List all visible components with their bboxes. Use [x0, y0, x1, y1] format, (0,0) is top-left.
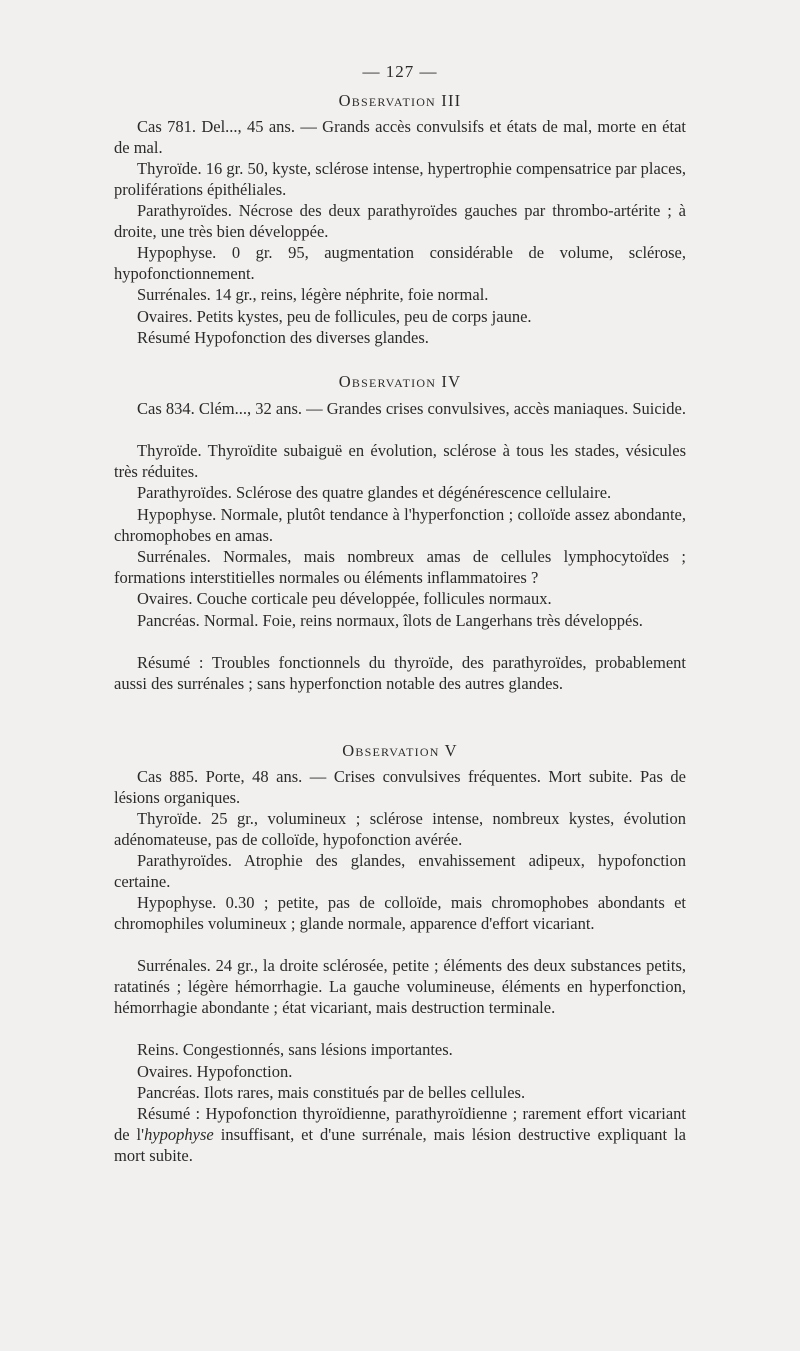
paragraph: Hypophyse. 0.30 ; petite, pas de colloïde, mais chromophobes abondants et chromophiles volumineux ; glande normale, apparence d'effort vicariant.: [114, 893, 686, 934]
observation-title: Observation IV: [338, 372, 462, 391]
paragraph: Pancréas. Normal. Foie, reins normaux, îlots de Langerhans très développés.: [137, 611, 643, 630]
paragraph: Hypophyse. Normale, plutôt tendance à l'hyperfonction ; colloïde assez abondante, chromophobes en amas.: [114, 505, 686, 546]
paragraph: Thyroïde. 25 gr., volumineux ; sclérose intense, nombreux kystes, évolution adénomateuse, pas de colloïde, hypofonction avérée.: [114, 809, 686, 850]
paragraph: Thyroïde. Thyroïdite subaiguë en évolution, sclérose à tous les stades, vésicules très réduites.: [114, 441, 686, 482]
paragraph: Hypophyse. 0 gr. 95, augmentation considérable de volume, sclérose, hypofonctionnement.: [114, 243, 686, 284]
paragraph: Parathyroïdes. Atrophie des glandes, envahissement adipeux, hypofonction certaine.: [114, 851, 686, 892]
observation-title: Observation III: [338, 91, 462, 110]
summary-text-end: insuffisant, et d'une surrénale, mais lésion destructive expliquant la mort subite.: [114, 1125, 686, 1166]
paragraph: Thyroïde. 16 gr. 50, kyste, sclérose intense, hypertrophie compensatrice par places, proliférations épithéliales.: [114, 159, 686, 200]
paragraph: Ovaires. Petits kystes, peu de follicules, peu de corps jaune.: [137, 307, 532, 326]
paragraph: Parathyroïdes. Nécrose des deux parathyroïdes gauches par thrombo-artérite ; à droite, une très bien développée.: [114, 201, 686, 242]
paragraph: Ovaires. Hypofonction.: [137, 1062, 293, 1081]
paragraph: Ovaires. Couche corticale peu développée, follicules normaux.: [137, 589, 552, 608]
paragraph: Reins. Congestionnés, sans lésions importantes.: [137, 1040, 453, 1059]
paragraph: Surrénales. 24 gr., la droite sclérosée, petite ; éléments des deux substances petits, ratatinés ; légère hémorrhagie. La gauche volumineuse, éléments en hyperfonction, hémorrhagie abondante ; état vicariant, mais destruction terminale.: [114, 956, 686, 1018]
summary-text-italic: hypophyse: [144, 1125, 214, 1145]
paragraph: Résumé : Troubles fonctionnels du thyroïde, des parathyroïdes, probablement aussi des surrénales ; sans hyperfonction notable des autres glandes.: [114, 653, 686, 694]
paragraph: Surrénales. 14 gr., reins, légère néphrite, foie normal.: [137, 285, 489, 304]
paragraph: Surrénales. Normales, mais nombreux amas de cellules lymphocytoïdes ; formations interstitielles normales ou éléments inflammatoires ?: [114, 547, 686, 588]
paragraph: Parathyroïdes. Sclérose des quatre glandes et dégénérescence cellulaire.: [137, 483, 612, 502]
observation-title: Observation V: [342, 741, 458, 760]
paragraph: Cas 781. Del..., 45 ans. — Grands accès convulsifs et états de mal, morte en état de mal.: [114, 117, 686, 158]
paragraph: Cas 834. Clém..., 32 ans. — Grandes crises convulsives, accès maniaques. Suicide.: [137, 399, 686, 418]
page-number: — 127 —: [362, 62, 438, 81]
paragraph-summary: [114, 1103, 686, 1167]
paragraph: Pancréas. Ilots rares, mais constitués par de belles cellules.: [137, 1083, 526, 1102]
paragraph: Cas 885. Porte, 48 ans. — Crises convulsives fréquentes. Mort subite. Pas de lésions organiques.: [114, 767, 686, 808]
paragraph: Résumé Hypofonction des diverses glandes.: [137, 328, 429, 347]
summary-text-start: Résumé : Hypofonction thyroïdienne, parathyroïdienne ; rarement effort vicariant de l': [114, 1104, 686, 1145]
